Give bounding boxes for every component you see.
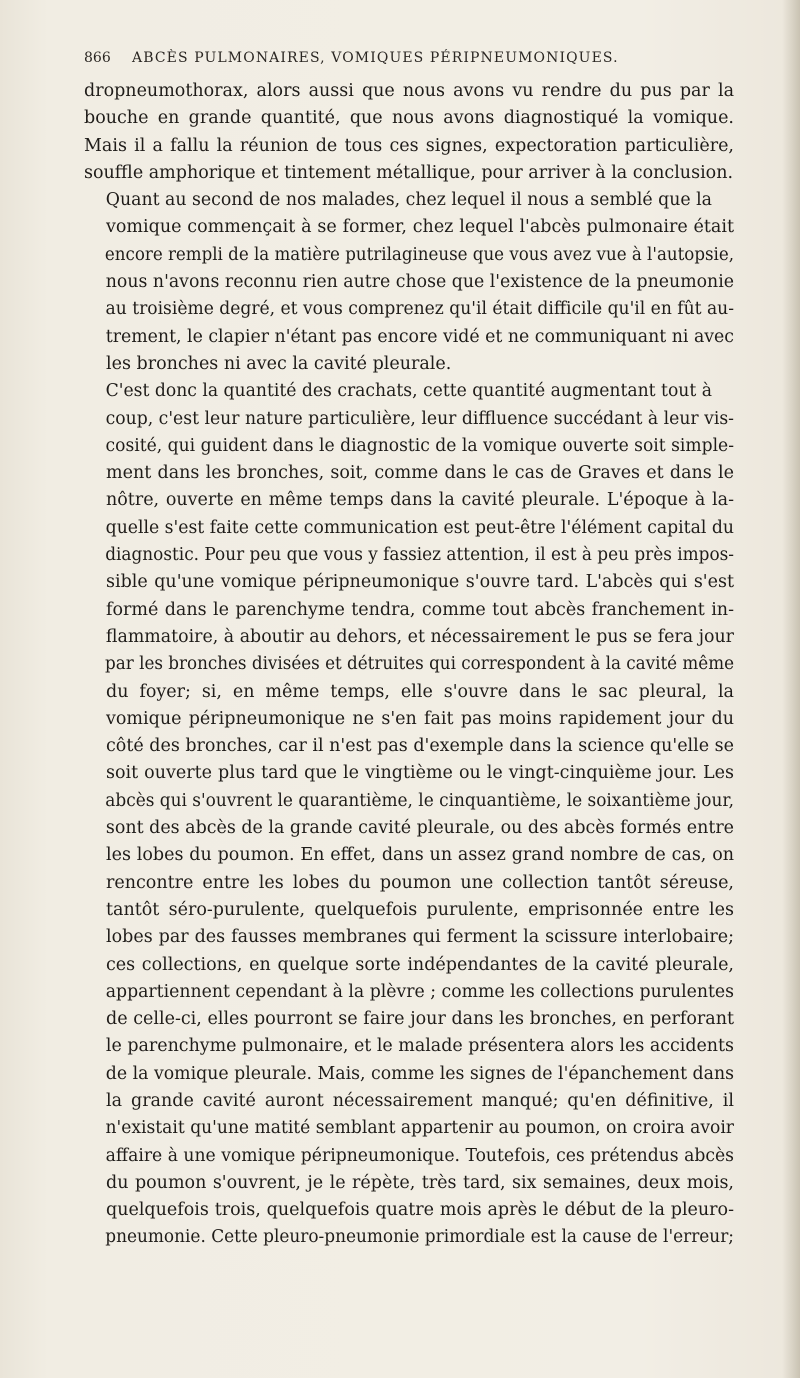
text-line: de la vomique pleurale. Mais, comme les signes de l'épanchement dans [105, 1063, 735, 1084]
text-line: trement, le clapier n'étant pas encore vidé et ne communiquant ni avec [105, 326, 734, 347]
page-edge-shadow [782, 0, 800, 1378]
text-line: vomique commençait à se former, chez lequel l'abcès pulmonaire était [106, 217, 734, 238]
text-line: cosité, qui guident dans le diagnostic de la vomique ouverte soit simple- [105, 435, 735, 456]
text-line: vomique péripneumonique ne s'en fait pas moins rapidement jour du [106, 708, 734, 729]
text-line: côté des bronches, car il n'est pas d'exemple dans la science qu'elle se [105, 736, 734, 757]
text-line: au troisième degré, et vous comprenez qu'il était difficile qu'il en fût au- [105, 299, 735, 320]
text-line: ment dans les bronches, soit, comme dans le cas de Graves et dans le [106, 463, 734, 484]
paragraph [84, 78, 734, 187]
text-line: bouche en grande quantité, que nous avons diagnostiqué la vomique. [84, 108, 734, 129]
text-line: quelle s'est faite cette communication est peut-être l'élément capital du [105, 517, 734, 538]
text-line: souffle amphorique et tintement métallique, pour arriver à la conclusion. [84, 162, 734, 183]
body-text [84, 78, 734, 1252]
paragraph [84, 187, 734, 378]
text-line: ces collections, en quelque sorte indépendantes de la cavité pleurale, [106, 954, 734, 975]
text-line: nôtre, ouverte en même temps dans la cavité pleurale. L'époque à la- [106, 490, 734, 511]
text-line: de celle-ci, elles pourront se faire jour dans les bronches, en perforant [106, 1009, 734, 1030]
text-line: flammatoire, à aboutir au dehors, et nécessairement le pus se fera jour [105, 626, 735, 647]
text-line: pneumonie. Cette pleuro-pneumonie primordiale est la cause de l'erreur; [105, 1227, 734, 1248]
text-line: la grande cavité auront nécessairement manqué; qu'en définitive, il [106, 1090, 734, 1111]
text-line: soit ouverte plus tard que le vingtième ou le vingt-cinquième jour. Les [106, 763, 734, 784]
text-line: tantôt séro-purulente, quelquefois purulente, emprisonnée entre les [106, 899, 734, 920]
text-line: formé dans le parenchyme tendra, comme tout abcès franchement in- [106, 599, 734, 620]
text-line: dropneumothorax, alors aussi que nous avons vu rendre du pus par la [84, 81, 734, 101]
text-line: Mais il a fallu la réunion de tous ces signes, expectoration particulière, [84, 135, 734, 156]
text-line: le parenchyme pulmonaire, et le malade présentera alors les accidents [105, 1036, 734, 1057]
text-line: n'existait qu'une matité semblant appartenir au poumon, on croira avoir [105, 1118, 735, 1139]
text-line: quelquefois trois, quelquefois quatre mois après le début de la pleuro- [106, 1200, 734, 1221]
text-line: sont des abcès de la grande cavité pleurale, ou des abcès formés entre [105, 818, 734, 839]
text-line: appartiennent cependant à la plèvre ; comme les collections purulentes [105, 981, 734, 1002]
text-line: les bronches ni avec la cavité pleurale. [106, 353, 452, 374]
text-line: affaire à une vomique péripneumonique. Toutefois, ces prétendus abcès [105, 1145, 734, 1166]
running-title: ABCÈS PULMONAIRES, VOMIQUES PÉRIPNEUMONIQUES. [132, 50, 619, 66]
text-line: abcès qui s'ouvrent le quarantième, le cinquantième, le soixantième jour, [105, 790, 734, 811]
text-line: diagnostic. Pour peu que vous y fassiez attention, il est à peu près impos- [105, 545, 735, 566]
text-line: du foyer; si, en même temps, elle s'ouvre dans le sac pleural, la [106, 681, 734, 702]
text-line: lobes par des fausses membranes qui ferment la scissure interlobaire; [106, 927, 734, 948]
page-header [84, 48, 734, 72]
text-line: coup, c'est leur nature particulière, leur diffluence succédant à leur vis- [105, 408, 734, 429]
text-line: les lobes du poumon. En effet, dans un assez grand nombre de cas, on [106, 845, 734, 866]
text-line: nous n'avons reconnu rien autre chose que l'existence de la pneumonie [105, 272, 734, 293]
text-line: C'est donc la quantité des crachats, cette quantité augmentant tout à [105, 381, 712, 402]
text-line: du poumon s'ouvrent, je le répète, très tard, six semaines, deux mois, [106, 1172, 734, 1193]
text-line: sible qu'une vomique péripneumonique s'ouvre tard. L'abcès qui s'est [106, 572, 734, 593]
page-number: 866 [84, 50, 111, 66]
paragraph [84, 378, 734, 1252]
text-line: par les bronches divisées et détruites qui correspondent à la cavité même [105, 654, 735, 675]
text-line: Quant au second de nos malades, chez lequel il nous a semblé que la [105, 190, 713, 211]
text-line: rencontre entre les lobes du poumon une collection tantôt séreuse, [106, 872, 734, 893]
text-line: encore rempli de la matière putrilagineuse que vous avez vue à l'autopsie, [104, 244, 735, 265]
